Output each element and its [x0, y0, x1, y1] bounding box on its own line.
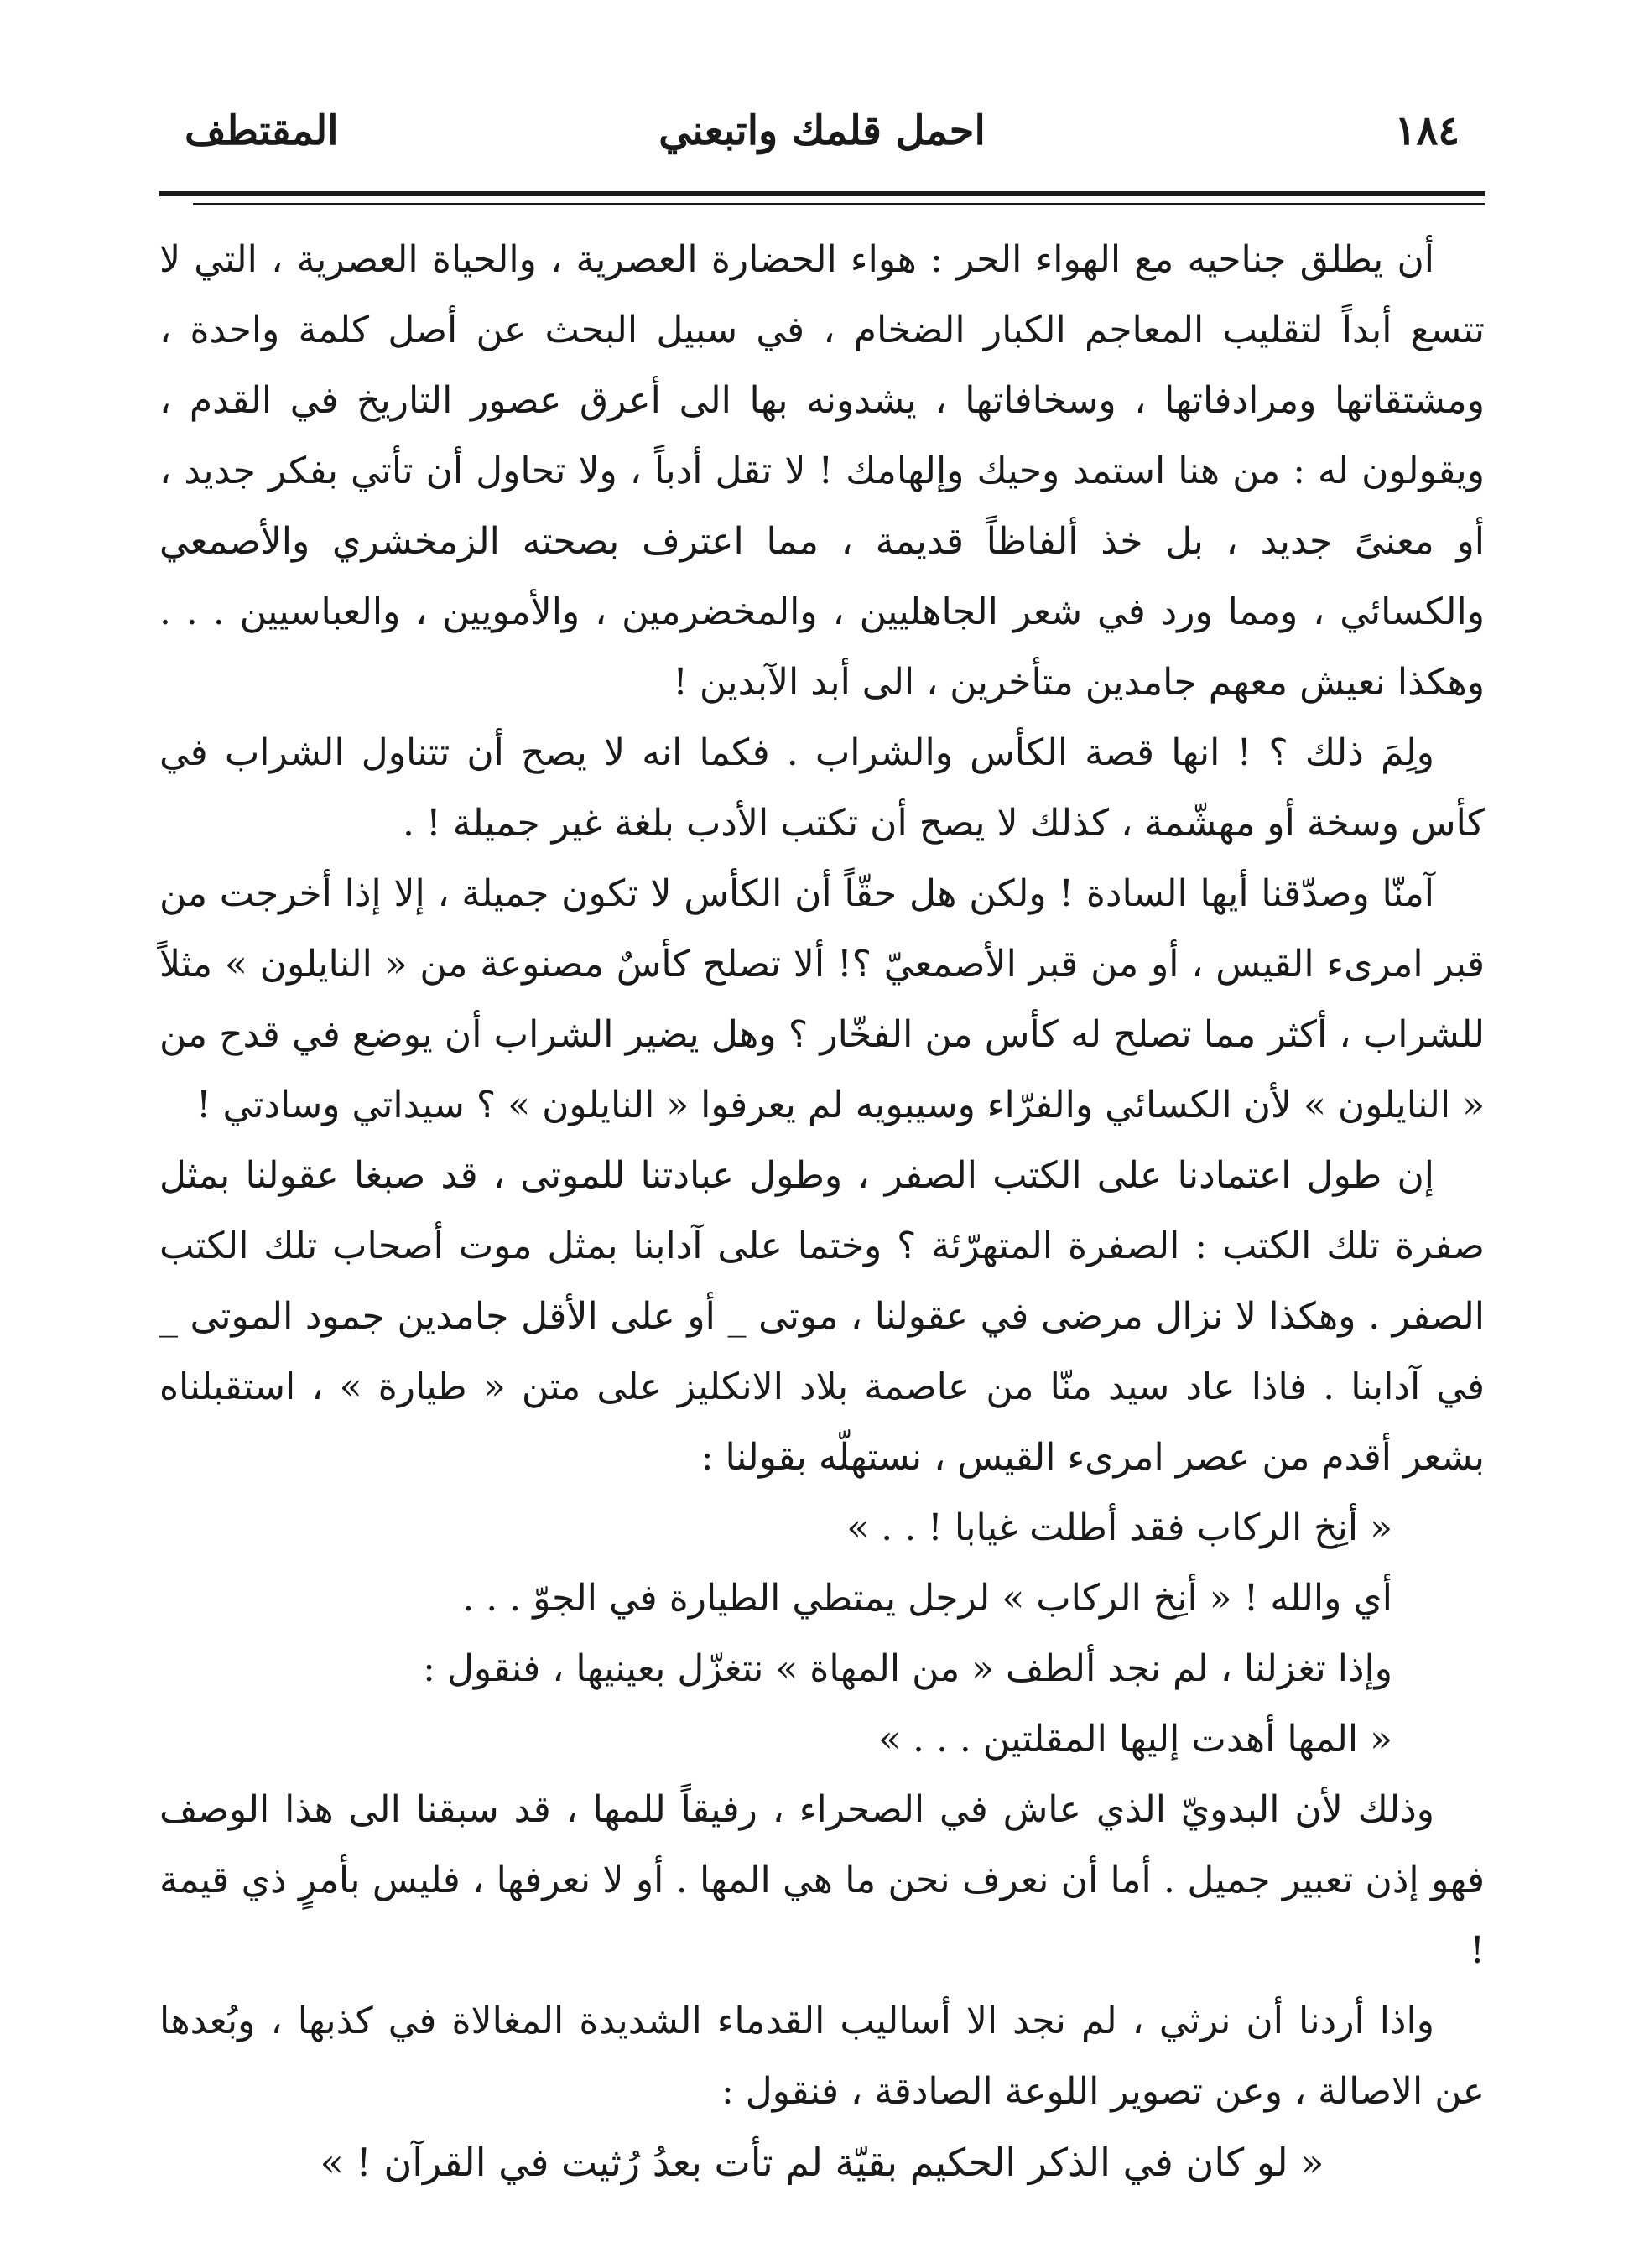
verse-quote: « المها أهدت إليها المقلتين . . . » — [878, 1718, 1392, 1761]
paragraph: إن طول اعتمادنا على الكتب الصفر ، وطول عبادتنا للموتى ، قد صبغا عقولنا بمثل صفرة تلك الكتب : الصفرة المتهرّئة ؟ وختما على آدابنا بمثل موت أصحاب تلك الكتب الصفر . وهكذا لا نزال مرضى في عقولنا ، موتى _ أو على الأقل جامدين جمود الموتى _ في آدابنا . فاذا عاد سيد منّا من عاصمة بلاد الانكليز على متن « طيارة » ، استقبلناه بشعر أقدم من عصر امرىء القيس ، نستهلّه بقولنا : — [159, 1154, 1485, 1479]
paragraph: ولِمَ ذلك ؟ ! انها قصة الكأس والشراب . فكما انه لا يصح أن تتناول الشراب في كأس وسخة أو مهشّمة ، كذلك لا يصح أن تكتب الأدب بلغة غير جميلة ! . — [159, 731, 1485, 845]
paragraph: أن يطلق جناحيه مع الهواء الحر : هواء الحضارة العصرية ، والحياة العصرية ، التي لا تتسع أبداً لتقليب المعاجم الكبار الضخام ، في سبيل البحث عن أصل كلمة واحدة ، ومشتقاتها ومرادفاتها ، وسخافاتها ، يشدونه بها الى أعرق عصور التاريخ في القدم ، ويقولون له : من هنا استمد وحيك وإلهامك ! لا تقل أدباً ، ولا تحاول أن تأتي بفكر جديد ، أو معنىً جديد ، بل خذ ألفاظاً قديمة ، مما اعترف بصحته الزمخشري والأصمعي والكسائي ، ومما ورد في شعر الجاهليين ، والمخضرمين ، والأمويين ، والعباسيين . . . وهكذا نعيش معهم جامدين متأخرين ، الى أبد الآبدين ! — [159, 238, 1486, 704]
header-rule-thin — [193, 203, 1485, 205]
verse-quote: « لو كان في الذكر الحكيم بقيّة لم تأت بعدُ رُثيت في القرآن ! » — [320, 2140, 1324, 2185]
journal-name: المقتطف — [185, 107, 339, 154]
document-page — [159, 92, 1485, 2206]
paragraph: أي والله ! « أنِخ الركاب » لرجل يمتطي الطيارة في الجوّ . . . — [462, 1577, 1392, 1620]
page-header — [159, 92, 1485, 193]
page-number: ١٨٤ — [1394, 107, 1460, 154]
paragraph: وذلك لأن البدويّ الذي عاش في الصحراء ، رفيقاً للمها ، قد سبقنا الى هذا الوصف فهو إذن تعبير جميل . أما أن نعرف نحن ما هي المها . أو لا نعرفها ، فليس بأمرٍ ذي قيمة ! — [159, 1788, 1485, 1972]
verse-quote: « أنِخ الركاب فقد أطلت غيابا ! . . » — [846, 1506, 1392, 1549]
paragraph: وإذا تغزلنا ، لم نجد ألطف « من المهاة » نتغزّل بعينيها ، فنقول : — [423, 1647, 1392, 1690]
paragraph: آمنّا وصدّقنا أيها السادة ! ولكن هل حقّاً أن الكأس لا تكون جميلة ، إلا إذا أخرجت من قبر امرىء القيس ، أو من قبر الأصمعيّ ؟! ألا تصلح كأسٌ مصنوعة من « النايلون » مثلاً للشراب ، أكثر مما تصلح له كأس من الفخّار ؟ وهل يضير الشراب أن يوضع في قدح من « النايلون » لأن الكسائي والفرّاء وسيبويه لم يعرفوا « النايلون » ؟ سيداتي وسادتي ! — [159, 872, 1485, 1126]
article-body — [159, 225, 1485, 2198]
header-rule — [159, 191, 1485, 196]
paragraph: واذا أردنا أن نرثي ، لم نجد الا أساليب القدماء الشديدة المغالاة في كذبها ، وبُعدها عن الاصالة ، وعن تصوير اللوعة الصادقة ، فنقول : — [159, 2000, 1485, 2113]
running-title: احمل قلمك واتبعني — [658, 107, 986, 154]
